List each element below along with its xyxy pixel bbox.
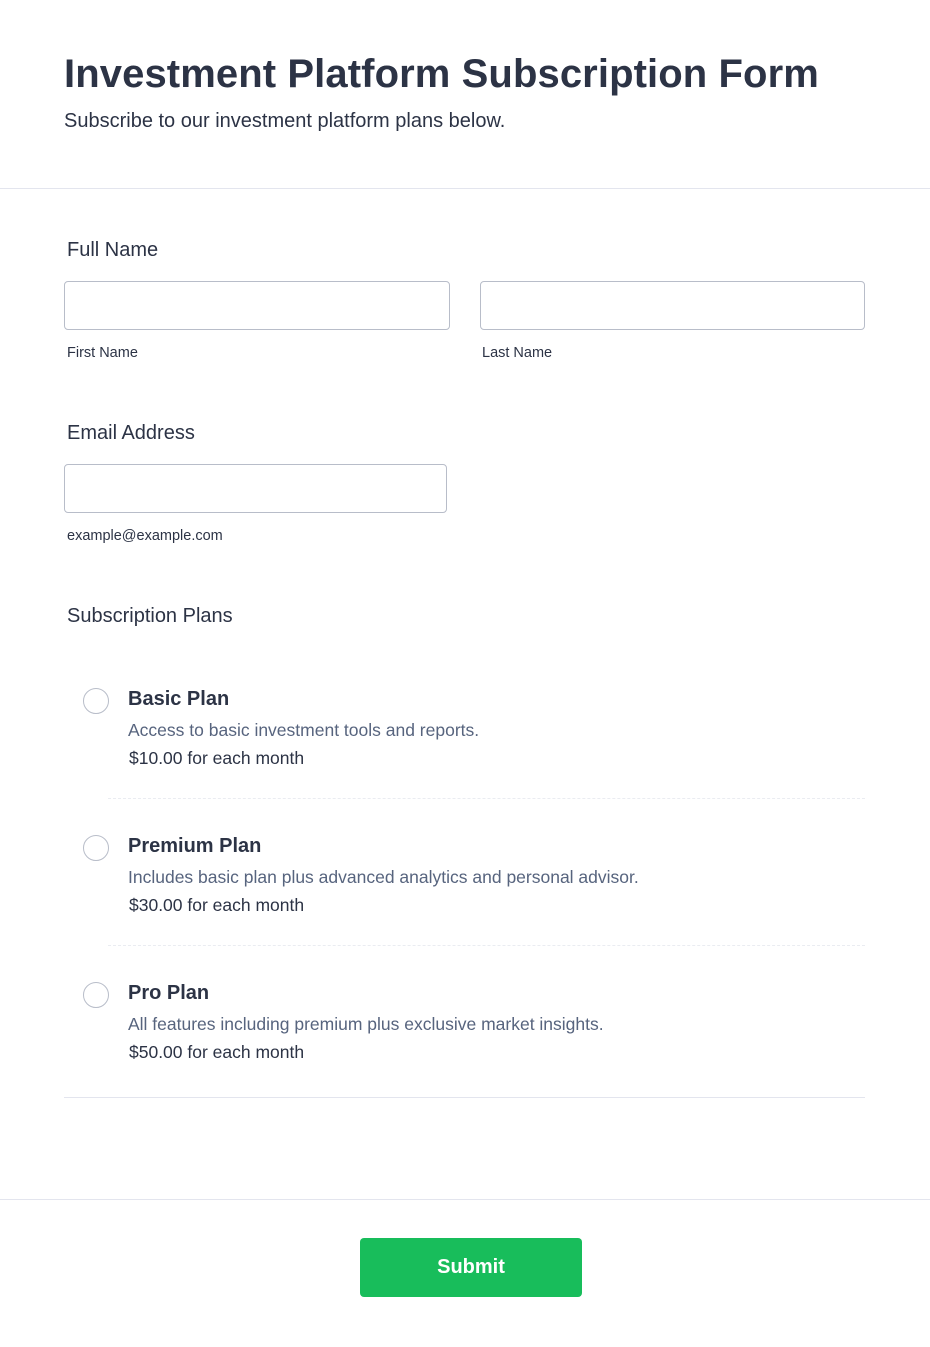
last-name-sublabel: Last Name (482, 345, 553, 361)
submit-button[interactable]: Submit (360, 1238, 582, 1297)
first-name-sublabel: First Name (67, 345, 138, 361)
plan-divider (108, 945, 865, 946)
radio-button[interactable] (83, 688, 109, 714)
radio-button[interactable] (83, 835, 109, 861)
plan-description: Access to basic investment tools and reports. (128, 720, 480, 740)
plan-description: Includes basic plan plus advanced analytics and personal advisor. (128, 867, 639, 887)
plan-option-premium[interactable] (64, 835, 865, 925)
form-header (0, 0, 930, 189)
plan-name: Premium Plan (128, 835, 262, 857)
form-title: Investment Platform Subscription Form (64, 52, 819, 96)
email-sublabel: example@example.com (67, 528, 223, 544)
subscription-plans-label: Subscription Plans (67, 605, 233, 627)
plan-price: $30.00 for each month (129, 895, 305, 915)
plans-divider (64, 1097, 865, 1098)
plan-name: Pro Plan (128, 982, 210, 1004)
plan-description: All features including premium plus exclusive market insights. (128, 1014, 604, 1034)
form-subtitle: Subscribe to our investment platform plans below. (64, 110, 506, 132)
plan-price: $10.00 for each month (129, 748, 305, 768)
plan-price: $50.00 for each month (129, 1042, 305, 1062)
last-name-input[interactable] (480, 281, 865, 330)
footer-divider (0, 1199, 930, 1200)
plan-option-pro[interactable] (64, 982, 865, 1072)
first-name-input[interactable] (64, 281, 450, 330)
radio-button[interactable] (83, 982, 109, 1008)
plan-name: Basic Plan (128, 688, 230, 710)
full-name-label: Full Name (67, 239, 159, 261)
email-label: Email Address (67, 422, 195, 444)
plan-divider (108, 798, 865, 799)
plan-option-basic[interactable] (64, 688, 865, 778)
email-input[interactable] (64, 464, 447, 513)
